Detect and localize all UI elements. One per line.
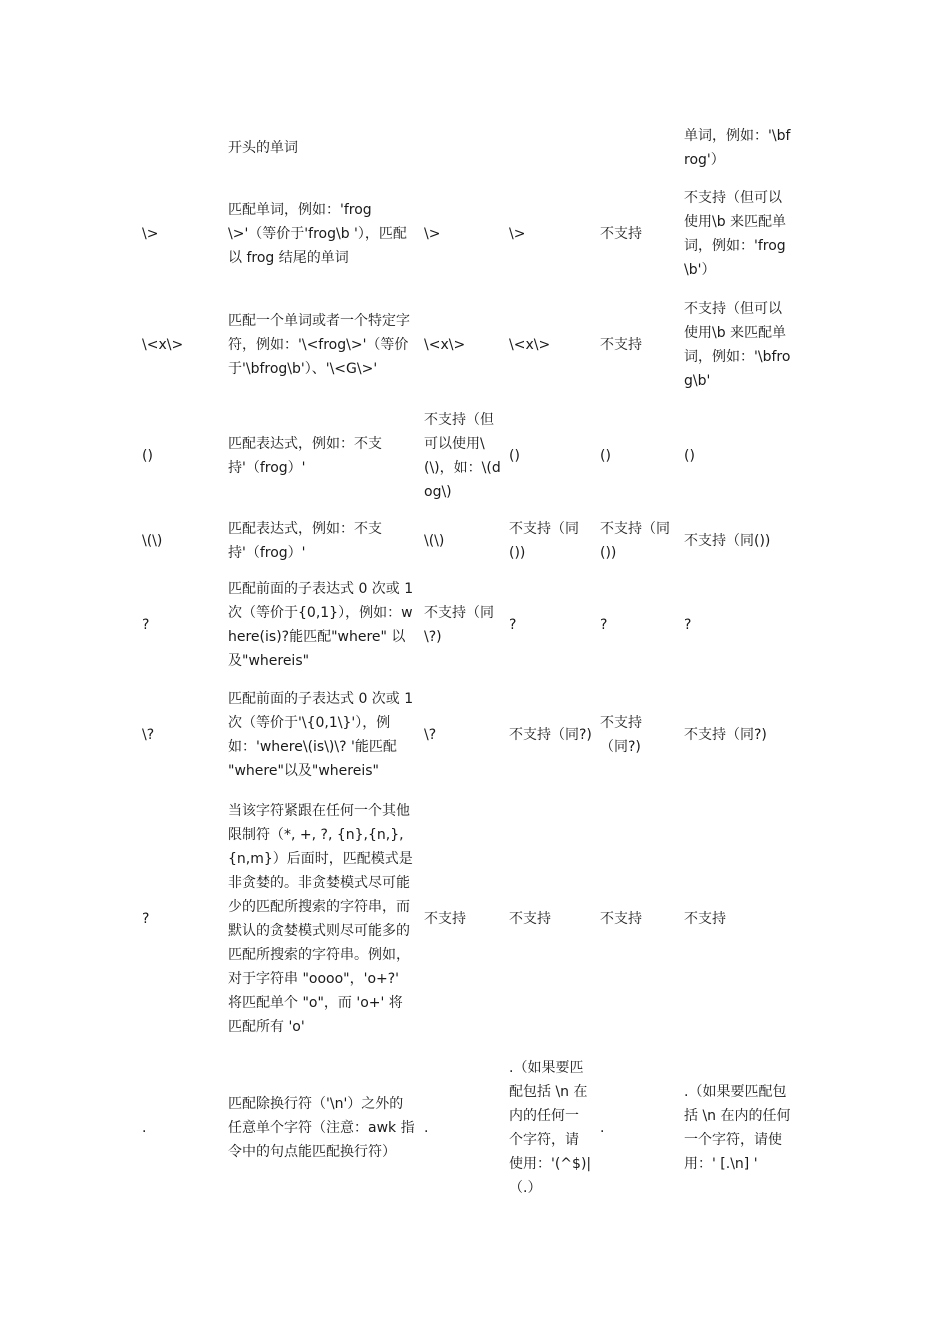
cell-description: 匹配前面的子表达式 0 次或 1 次（等价于'\{0,1\}'），例如：'where\(is\)\? '能匹配 "where"以及"whereis" bbox=[228, 691, 414, 779]
cell-symbol: . bbox=[142, 1120, 147, 1136]
cell-col-b: \<x\> bbox=[509, 337, 551, 353]
cell-symbol: \> bbox=[142, 226, 159, 242]
regex-comparison-table bbox=[138, 118, 798, 1208]
cell-symbol: \<x\> bbox=[142, 337, 184, 353]
cell-col-a: 不支持（同\?) bbox=[424, 605, 494, 645]
cell-symbol: \? bbox=[142, 727, 155, 743]
cell-col-c: 不支持（同()) bbox=[600, 521, 670, 561]
cell-col-d: 单词，例如：'\bfrog'） bbox=[684, 128, 791, 168]
cell-col-d: () bbox=[684, 448, 695, 464]
cell-symbol: ? bbox=[142, 911, 150, 927]
cell-description: 匹配除换行符（'\n'）之外的任意单个字符（注意：awk 指令中的句点能匹配换行符） bbox=[228, 1096, 415, 1160]
table-row bbox=[138, 118, 798, 178]
table-row bbox=[138, 680, 798, 790]
cell-description: 匹配一个单词或者一个特定字符，例如：'\<frog\>'（等价于'\bfrog\b'）、'\<G\>' bbox=[228, 313, 410, 377]
table-row bbox=[138, 400, 798, 512]
cell-col-c: . bbox=[600, 1120, 605, 1136]
cell-col-c: ? bbox=[600, 617, 608, 633]
cell-col-b: 不支持（同()) bbox=[509, 521, 579, 561]
cell-col-c: () bbox=[600, 448, 611, 464]
cell-col-a: \<x\> bbox=[424, 337, 466, 353]
cell-description: 匹配前面的子表达式 0 次或 1 次（等价于{0,1}），例如：where(is)?能匹配"where" 以及"whereis" bbox=[228, 581, 414, 669]
cell-col-a: \? bbox=[424, 727, 437, 743]
cell-col-c: 不支持（同?) bbox=[600, 715, 642, 755]
cell-col-b: () bbox=[509, 448, 520, 464]
cell-col-a: 不支持 bbox=[424, 911, 466, 927]
cell-col-c: 不支持 bbox=[600, 337, 642, 353]
cell-col-d: 不支持（但可以使用\b 来匹配单词，例如：'\bfrog\b' bbox=[684, 301, 791, 389]
cell-symbol bbox=[138, 118, 224, 178]
cell-col-a bbox=[420, 118, 505, 178]
table-row bbox=[138, 1048, 798, 1208]
cell-col-d: ? bbox=[684, 617, 692, 633]
table-row bbox=[138, 178, 798, 290]
cell-symbol: () bbox=[142, 448, 153, 464]
cell-col-b: .（如果要匹配包括 \n 在内的任何一个字符，请使用：'(^$)|（.） bbox=[509, 1060, 592, 1196]
cell-col-d: 不支持（同?) bbox=[684, 727, 767, 743]
cell-description: 开头的单词 bbox=[228, 140, 298, 156]
cell-col-d: 不支持（但可以使用\b 来匹配单词，例如：'frog\b'） bbox=[684, 190, 787, 278]
cell-col-d: .（如果要匹配包括 \n 在内的任何一个字符，请使用：' [.\n] ' bbox=[684, 1084, 791, 1172]
cell-col-a: . bbox=[424, 1120, 429, 1136]
cell-description: 当该字符紧跟在任何一个其他限制符（*, +, ?, {n},{n,}, {n,m}）后面时，匹配模式是非贪婪的。非贪婪模式尽可能少的匹配所搜索的字符串，而默认的贪婪模式则尽可能多的匹配所搜索的字符串。例如，对于字符串 "oooo"，'o+?' 将匹配单个 "o"，而 'o+' 将匹配所有 'o' bbox=[228, 803, 413, 1035]
cell-description: 匹配表达式，例如：不支持'（frog）' bbox=[228, 436, 382, 476]
cell-col-d: 不支持 bbox=[684, 911, 726, 927]
table-row bbox=[138, 512, 798, 570]
cell-col-d: 不支持（同()) bbox=[684, 533, 771, 549]
cell-description: 匹配单词，例如：'frog\>'（等价于'frog\b '），匹配以 frog 结尾的单词 bbox=[228, 202, 407, 266]
cell-description: 匹配表达式，例如：不支持'（frog）' bbox=[228, 521, 382, 561]
table-row bbox=[138, 790, 798, 1048]
cell-col-b bbox=[505, 118, 596, 178]
cell-col-c: 不支持 bbox=[600, 226, 642, 242]
cell-symbol: ? bbox=[142, 617, 150, 633]
cell-col-c bbox=[596, 118, 680, 178]
cell-symbol: \(\) bbox=[142, 533, 163, 549]
cell-col-a: \(\) bbox=[424, 533, 445, 549]
cell-col-c: 不支持 bbox=[600, 911, 642, 927]
cell-col-b: 不支持 bbox=[509, 911, 551, 927]
cell-col-a: \> bbox=[424, 226, 441, 242]
cell-col-b: 不支持（同?) bbox=[509, 727, 592, 743]
table-body bbox=[138, 118, 798, 1208]
cell-col-a: 不支持（但可以使用\(\)，如：\(dog\) bbox=[424, 412, 501, 500]
table-row bbox=[138, 290, 798, 400]
cell-col-b: \> bbox=[509, 226, 526, 242]
cell-col-b: ? bbox=[509, 617, 517, 633]
table-row bbox=[138, 570, 798, 680]
